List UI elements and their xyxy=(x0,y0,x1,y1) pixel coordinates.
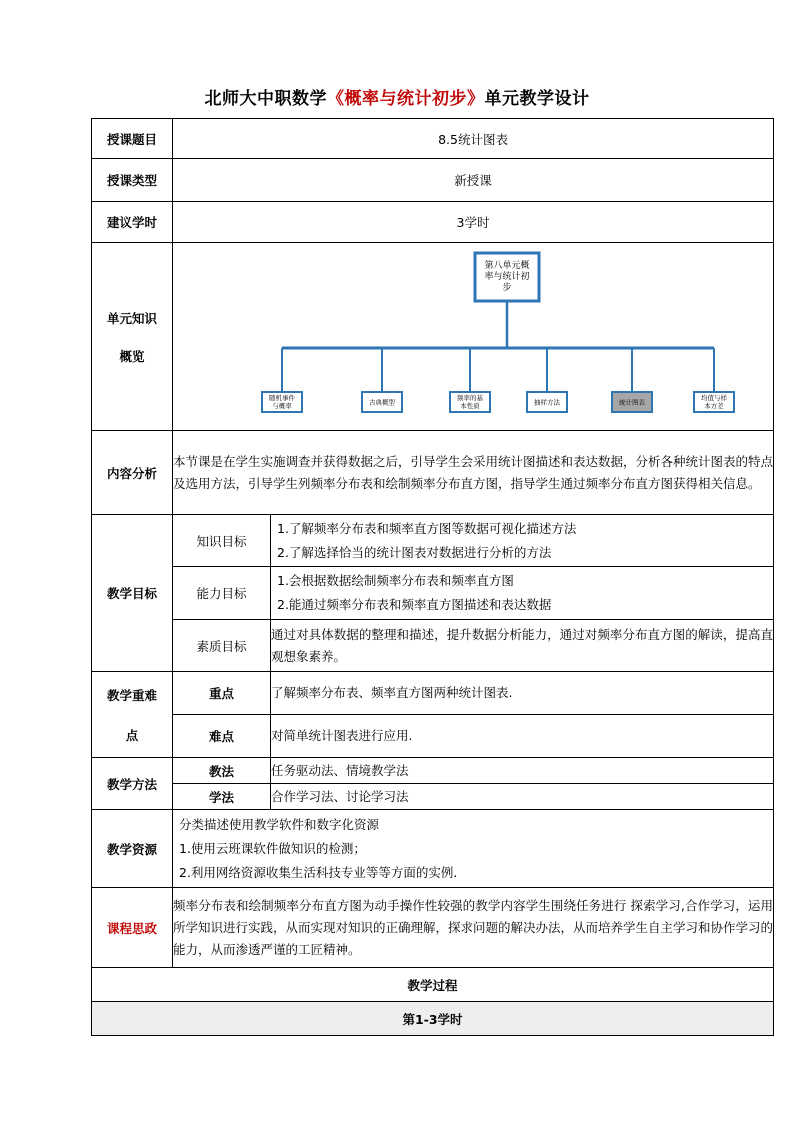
label-overview-line1: 单元知识 xyxy=(106,310,157,326)
resources-line: 1.使用云班课软件做知识的检测； xyxy=(179,840,366,856)
title-prefix: 北师大中职数学 xyxy=(204,89,327,109)
child-node-text: 抽样方法 xyxy=(534,398,560,406)
row-method-teach xyxy=(92,758,774,784)
title-highlight: 《概率与统计初步》 xyxy=(327,89,485,109)
session-heading: 第1-3学时 xyxy=(92,1002,774,1036)
row-goal-knowledge xyxy=(92,515,774,567)
label-key-line1: 教学重难 xyxy=(106,687,157,703)
row-key-difficulty xyxy=(92,715,774,758)
label-hours: 建议学时 xyxy=(92,202,173,243)
ideology-text: 频率分布表和绘制频率分布直方图为动手操作性较强的教学内容学生围绕任务进行 探索学习,合作学习，运用所学知识进行实践，从而实现对知识的正确理解，探求问题的解决办法，从而培养学生自主学习和协作学习的能力，从而渗透严谨的工匠精神。 xyxy=(173,888,774,968)
ability-goal-item: 1.会根据数据绘制频率分布表和频率直方图 xyxy=(277,573,514,588)
row-hours xyxy=(92,202,774,243)
value-type: 新授课 xyxy=(173,159,774,202)
difficulty-text: 对简单统计图表进行应用. xyxy=(271,715,774,758)
row-resources xyxy=(92,810,774,888)
value-hours: 3学时 xyxy=(173,202,774,243)
label-key-line2: 点 xyxy=(125,727,139,743)
learn-method-text: 合作学习法、讨论学习法 xyxy=(271,784,774,810)
label-ability-goal: 能力目标 xyxy=(173,567,271,620)
label-teach-method: 教法 xyxy=(173,758,271,784)
knowledge-goal-item: 1.了解频率分布表和频率直方图等数据可视化描述方法 xyxy=(277,520,577,536)
lesson-design-table xyxy=(91,118,774,1036)
label-analysis: 内容分析 xyxy=(92,431,173,515)
label-key-points xyxy=(92,672,173,758)
label-quality-goal: 素质目标 xyxy=(173,620,271,672)
row-goal-quality xyxy=(92,620,774,672)
row-ideology xyxy=(92,888,774,968)
label-overview-line2: 概览 xyxy=(119,348,145,364)
label-topic: 授课题目 xyxy=(92,119,173,159)
row-method-learn xyxy=(92,784,774,810)
document-title xyxy=(0,84,794,109)
ability-goal-item: 2.能通过频率分布表和频率直方图描述和表达数据 xyxy=(277,597,552,612)
knowledge-goal-list xyxy=(271,515,774,567)
process-heading: 教学过程 xyxy=(92,968,774,1002)
ability-goal-list xyxy=(271,567,774,620)
root-node-text: 率与统计初 xyxy=(484,271,530,282)
title-suffix: 单元教学设计 xyxy=(484,89,590,109)
label-learn-method: 学法 xyxy=(173,784,271,810)
child-node-text: 古典概型 xyxy=(369,398,395,406)
knowledge-map xyxy=(173,244,773,430)
label-type: 授课类型 xyxy=(92,159,173,202)
child-node-text: 统计图表 xyxy=(619,398,645,406)
root-node-text: 步 xyxy=(502,282,512,293)
quality-goal-text: 通过对具体数据的整理和描述，提升数据分析能力，通过对频率分布直方图的解读，提高直观想象素养。 xyxy=(271,620,774,672)
analysis-text: 本节课是在学生实施调查并获得数据之后，引导学生会采用统计图描述和表达数据，分析各种统计图表的特点及选用方法，引导学生列频率分布表和绘制频率分布直方图，指导学生通过频率分布直方图获得相关信息。 xyxy=(173,431,774,515)
row-overview xyxy=(92,243,774,431)
knowledge-map-cell xyxy=(173,243,774,431)
teach-method-text: 任务驱动法、情境教学法 xyxy=(271,758,774,784)
row-topic xyxy=(92,119,774,159)
child-node-text: 均值与样 xyxy=(701,393,727,402)
row-type xyxy=(92,159,774,202)
resources-line: 分类描述使用教学软件和数字化资源 xyxy=(179,816,380,832)
child-node-text: 频率的基 xyxy=(457,393,483,402)
label-resources: 教学资源 xyxy=(92,810,173,888)
row-analysis xyxy=(92,431,774,515)
row-session xyxy=(92,1002,774,1036)
row-process xyxy=(92,968,774,1002)
label-ideology: 课程思政 xyxy=(92,888,173,968)
label-difficulty: 难点 xyxy=(173,715,271,758)
knowledge-map-svg xyxy=(173,244,773,430)
resources-list xyxy=(173,810,774,888)
child-node-text: 本性质 xyxy=(460,401,480,410)
knowledge-goal-item: 2.了解选择恰当的统计图表对数据进行分析的方法 xyxy=(277,544,552,560)
label-goals: 教学目标 xyxy=(92,515,173,672)
label-focus: 重点 xyxy=(173,672,271,715)
child-node-text: 本方差 xyxy=(704,401,724,410)
value-topic: 8.5统计图表 xyxy=(173,119,774,159)
child-node-text: 随机事件 xyxy=(269,393,295,402)
resources-line: 2.利用网络资源收集生活科技专业等等方面的实例. xyxy=(179,864,458,880)
label-overview xyxy=(92,243,173,431)
child-node-text: 与概率 xyxy=(272,401,292,410)
row-goal-ability xyxy=(92,567,774,620)
row-key-focus xyxy=(92,672,774,715)
root-node-text: 第八单元概 xyxy=(484,260,530,271)
focus-text: 了解频率分布表、频率直方图两种统计图表. xyxy=(271,672,774,715)
label-knowledge-goal: 知识目标 xyxy=(173,515,271,567)
label-methods: 教学方法 xyxy=(92,758,173,810)
